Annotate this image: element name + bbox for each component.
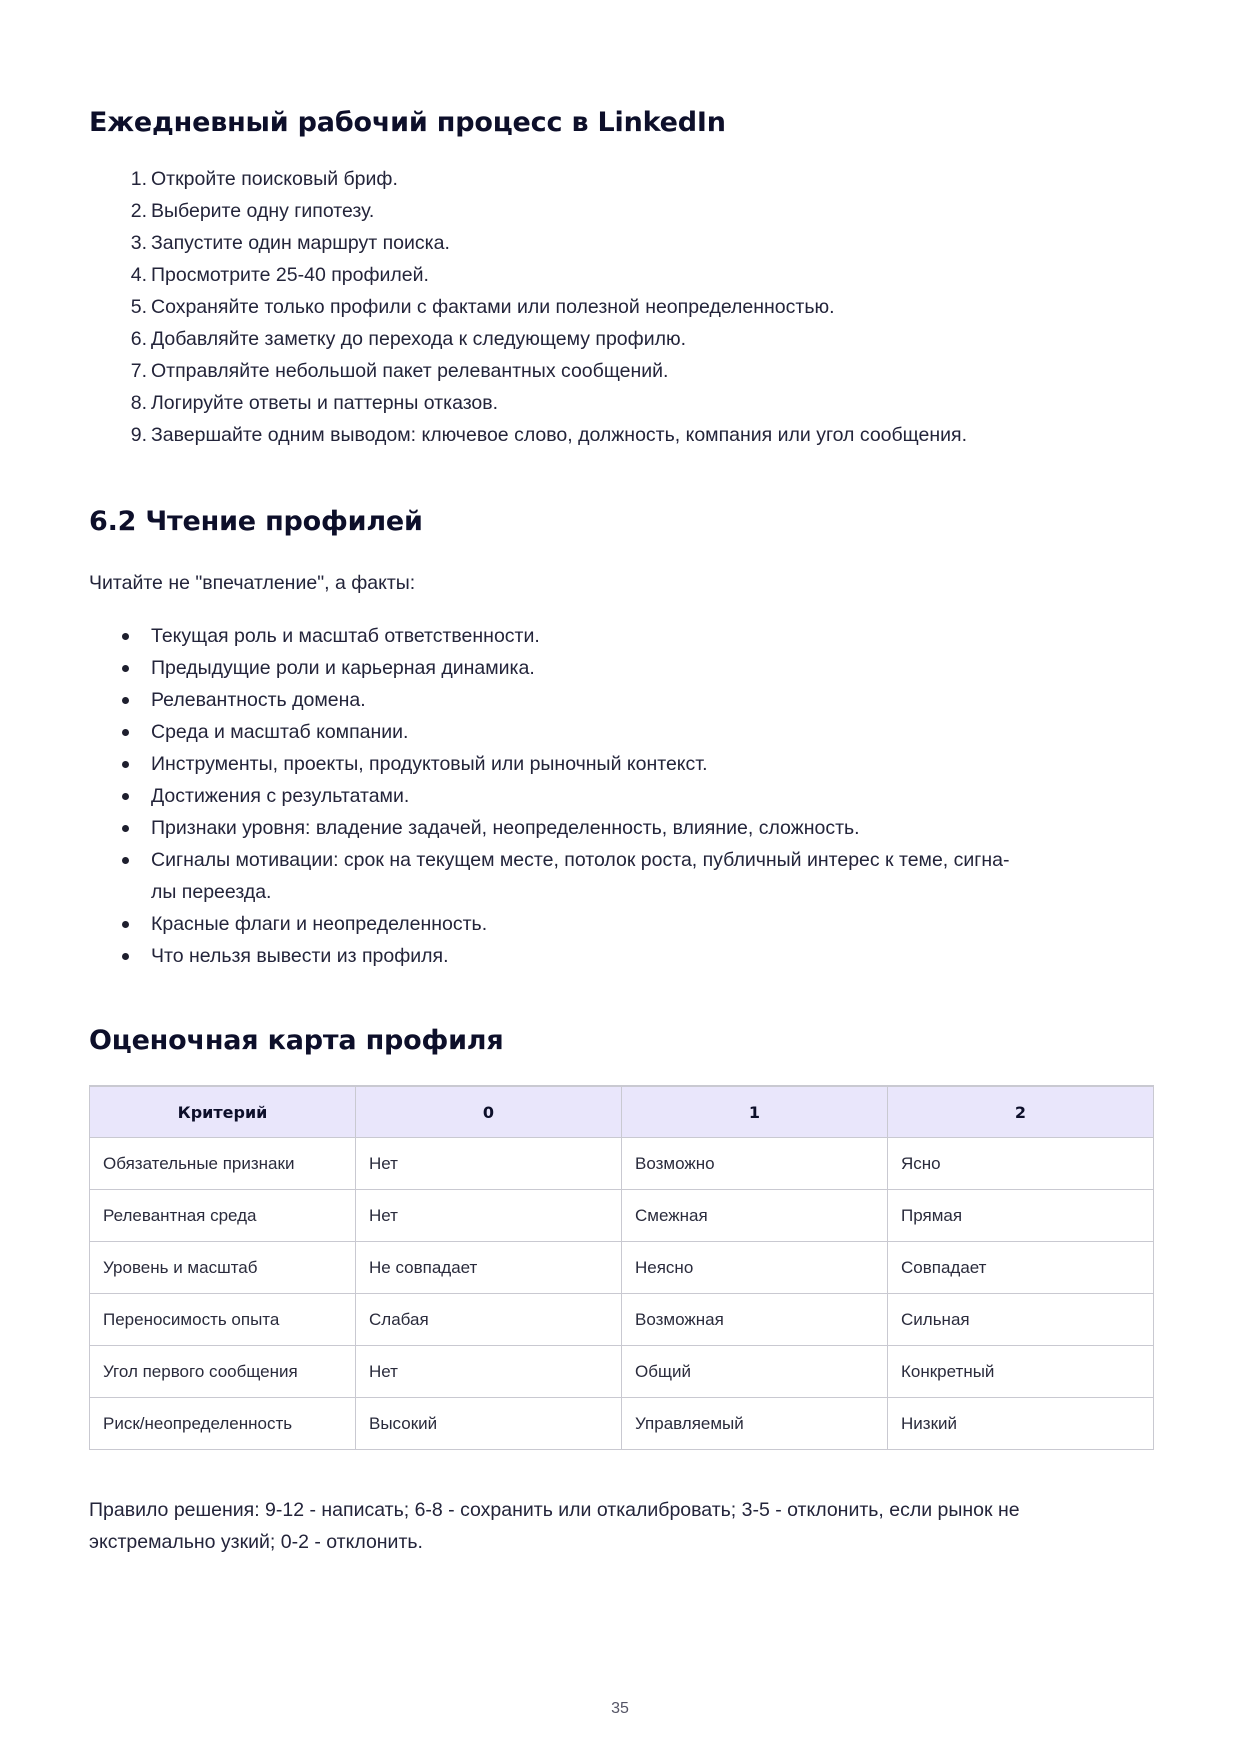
table-cell: Нет <box>356 1190 622 1242</box>
list-item <box>89 227 1149 259</box>
list-item-text: Текущая роль и масштаб ответственности. <box>151 625 540 647</box>
list-item-text: Среда и масштаб компании. <box>151 721 409 743</box>
scorecard-table <box>89 1085 1154 1450</box>
list-item-text: Что нельзя вывести из профиля. <box>151 945 449 967</box>
list-item <box>89 684 1149 716</box>
list-item <box>89 940 1149 972</box>
table-row <box>90 1294 1154 1346</box>
list-number: 1. <box>130 168 147 190</box>
bullet-icon <box>122 825 129 832</box>
bullet-icon <box>122 665 129 672</box>
table-cell: Возможно <box>622 1138 888 1190</box>
list-item <box>89 259 1149 291</box>
list-number: 9. <box>130 424 147 446</box>
scorecard-heading: Оценочная карта профиля <box>89 1025 504 1056</box>
list-item <box>89 908 1149 940</box>
table-row <box>90 1398 1154 1450</box>
list-item-text: лы переезда. <box>151 881 272 903</box>
table-row <box>90 1242 1154 1294</box>
list-item <box>89 291 1149 323</box>
list-item <box>89 419 1149 451</box>
list-item <box>89 355 1149 387</box>
column-header: Критерий <box>90 1086 356 1138</box>
bullet-icon <box>122 761 129 768</box>
table-cell: Совпадает <box>888 1242 1154 1294</box>
table-cell: Возможная <box>622 1294 888 1346</box>
list-item <box>89 195 1149 227</box>
table-row <box>90 1346 1154 1398</box>
list-item-text: Откройте поисковый бриф. <box>151 168 398 190</box>
reading-facts-list <box>89 620 1149 972</box>
list-item-text: Запустите один маршрут поиска. <box>151 232 450 254</box>
list-item <box>89 748 1149 780</box>
table-cell: Слабая <box>356 1294 622 1346</box>
list-item <box>89 844 1149 876</box>
bullet-icon <box>122 921 129 928</box>
table-cell: Обязательные признаки <box>90 1138 356 1190</box>
decision-rule-line-2: экстремально узкий; 0-2 - отклонить. <box>89 1531 423 1553</box>
bullet-icon <box>122 953 129 960</box>
workflow-steps-list <box>89 163 1149 451</box>
column-header: 0 <box>356 1086 622 1138</box>
list-item <box>89 780 1149 812</box>
table-cell: Релевантная среда <box>90 1190 356 1242</box>
list-item-text: Красные флаги и неопределенность. <box>151 913 488 935</box>
list-item-text: Отправляйте небольшой пакет релевантных сообщений. <box>151 360 669 382</box>
table-cell: Переносимость опыта <box>90 1294 356 1346</box>
table-cell: Прямая <box>888 1190 1154 1242</box>
table-cell: Высокий <box>356 1398 622 1450</box>
list-number: 6. <box>130 328 147 350</box>
list-item-text: Достижения с результатами. <box>151 785 410 807</box>
list-item-text: Завершайте одним выводом: ключевое слово, должность, компания или угол сообщения. <box>151 424 967 446</box>
list-item-text: Логируйте ответы и паттерны отказов. <box>151 392 499 414</box>
table-cell: Конкретный <box>888 1346 1154 1398</box>
decision-rule-line-1: Правило решения: 9-12 - написать; 6-8 - сохранить или откалибровать; 3-5 - отклонить, если рынок не <box>89 1499 1020 1521</box>
list-item <box>89 387 1149 419</box>
table-cell: Угол первого сообщения <box>90 1346 356 1398</box>
list-number: 7. <box>130 360 147 382</box>
list-item <box>89 620 1149 652</box>
list-item <box>89 652 1149 684</box>
list-number: 2. <box>130 200 147 222</box>
bullet-icon <box>122 633 129 640</box>
table-cell: Низкий <box>888 1398 1154 1450</box>
table-cell: Смежная <box>622 1190 888 1242</box>
list-number: 4. <box>130 264 147 286</box>
list-item-text: Признаки уровня: владение задачей, неопределенность, влияние, сложность. <box>151 817 860 839</box>
table-cell: Риск/неопределенность <box>90 1398 356 1450</box>
list-item-text: Добавляйте заметку до перехода к следующему профилю. <box>151 328 687 350</box>
bullet-icon <box>122 857 129 864</box>
list-item <box>89 323 1149 355</box>
table-cell: Общий <box>622 1346 888 1398</box>
list-item-continuation <box>89 876 1149 908</box>
list-item-text: Сигналы мотивации: срок на текущем месте, потолок роста, публичный интерес к теме, сигна- <box>151 849 1010 871</box>
list-item-text: Предыдущие роли и карьерная динамика. <box>151 657 535 679</box>
table-cell: Уровень и масштаб <box>90 1242 356 1294</box>
list-item <box>89 163 1149 195</box>
list-item-text: Выберите одну гипотезу. <box>151 200 375 222</box>
list-item-text: Релевантность домена. <box>151 689 366 711</box>
column-header: 1 <box>622 1086 888 1138</box>
list-item-text: Просмотрите 25-40 профилей. <box>151 264 429 286</box>
table-cell: Нет <box>356 1346 622 1398</box>
table-cell: Не совпадает <box>356 1242 622 1294</box>
table-cell: Неясно <box>622 1242 888 1294</box>
bullet-icon <box>122 793 129 800</box>
table-header-row <box>90 1086 1154 1138</box>
page-number: 35 <box>611 1700 629 1717</box>
list-item-text: Инструменты, проекты, продуктовый или рыночный контекст. <box>151 753 708 775</box>
list-item <box>89 812 1149 844</box>
bullet-icon <box>122 729 129 736</box>
list-number: 5. <box>130 296 147 318</box>
list-item <box>89 716 1149 748</box>
table-cell: Нет <box>356 1138 622 1190</box>
list-item-text: Сохраняйте только профили с фактами или полезной неопределенностью. <box>151 296 835 318</box>
list-number: 8. <box>130 392 147 414</box>
bullet-icon <box>122 697 129 704</box>
list-number: 3. <box>130 232 147 254</box>
table-cell: Сильная <box>888 1294 1154 1346</box>
table-cell: Ясно <box>888 1138 1154 1190</box>
table-row <box>90 1138 1154 1190</box>
table-row <box>90 1190 1154 1242</box>
reading-heading: 6.2 Чтение профилей <box>89 506 423 537</box>
reading-intro: Читайте не "впечатление", а факты: <box>89 572 416 594</box>
column-header: 2 <box>888 1086 1154 1138</box>
workflow-heading: Ежедневный рабочий процесс в LinkedIn <box>89 107 726 138</box>
table-cell: Управляемый <box>622 1398 888 1450</box>
